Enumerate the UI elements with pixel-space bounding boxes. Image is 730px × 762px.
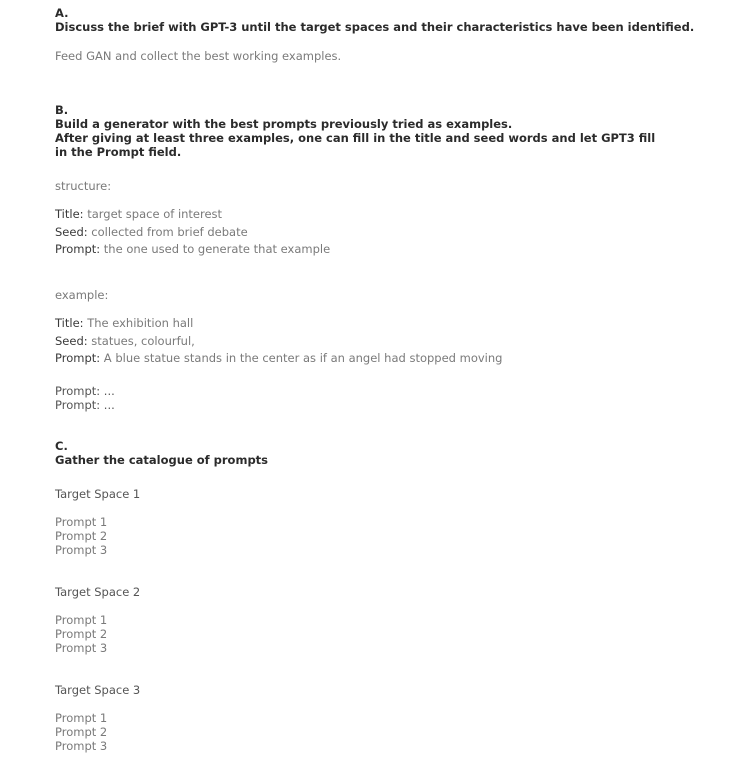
example-block <box>55 315 502 368</box>
section-c-heading: Gather the catalogue of prompts <box>55 453 269 467</box>
field-key: Prompt: <box>55 351 101 365</box>
extra-prompt-line: Prompt: ... <box>55 384 115 398</box>
field-value: target space of interest <box>87 207 223 221</box>
list-item: Prompt 3 <box>55 739 108 753</box>
extra-prompts <box>55 384 115 412</box>
field-key: Title: <box>55 207 84 221</box>
field-value: The exhibition hall <box>87 316 194 330</box>
list-item: Prompt 1 <box>55 613 108 627</box>
section-a-body: Feed GAN and collect the best working examples. <box>55 49 342 63</box>
field-value: A blue statue stands in the center as if an angel had stopped moving <box>103 351 503 365</box>
example-title-row <box>55 315 502 333</box>
list-item: Prompt 3 <box>55 543 108 557</box>
example-seed-row <box>55 333 502 351</box>
list-item: Prompt 1 <box>55 711 108 725</box>
section-c-letter: C. <box>55 439 68 453</box>
section-b-heading-line2: After giving at least three examples, one can fill in the title and seed words and let GPT3 fill in the Prompt field. <box>55 131 656 159</box>
target-space-prompts <box>55 711 107 753</box>
target-space-title: Target Space 1 <box>55 487 141 501</box>
example-label: example: <box>55 288 109 302</box>
extra-prompt-line: Prompt: ... <box>55 398 115 412</box>
list-item: Prompt 3 <box>55 641 108 655</box>
section-b-heading-line1: Build a generator with the best prompts previously tried as examples. <box>55 117 513 131</box>
field-key: Seed: <box>55 333 88 348</box>
field-value: statues, colourful, <box>91 333 195 348</box>
structure-seed-row <box>55 224 330 242</box>
list-item: Prompt 1 <box>55 515 108 529</box>
field-key: Title: <box>55 316 84 330</box>
section-a-letter: A. <box>55 6 69 20</box>
field-value: collected from brief debate <box>91 224 248 239</box>
section-a-heading: Discuss the brief with GPT-3 until the target spaces and their characteristics have been identified. <box>55 20 695 34</box>
structure-block <box>55 206 330 259</box>
field-key: Prompt: <box>55 242 101 256</box>
list-item: Prompt 2 <box>55 627 108 641</box>
target-space-prompts <box>55 613 107 655</box>
target-space-title: Target Space 2 <box>55 585 141 599</box>
section-b-letter: B. <box>55 103 69 117</box>
list-item: Prompt 2 <box>55 529 108 543</box>
structure-prompt-row <box>55 241 330 259</box>
structure-label: structure: <box>55 179 112 193</box>
field-key: Seed: <box>55 224 88 239</box>
target-space-title: Target Space 3 <box>55 683 141 697</box>
field-value: the one used to generate that example <box>103 242 331 256</box>
target-space-prompts <box>55 515 107 557</box>
example-prompt-row <box>55 350 502 368</box>
list-item: Prompt 2 <box>55 725 108 739</box>
structure-title-row <box>55 206 330 224</box>
